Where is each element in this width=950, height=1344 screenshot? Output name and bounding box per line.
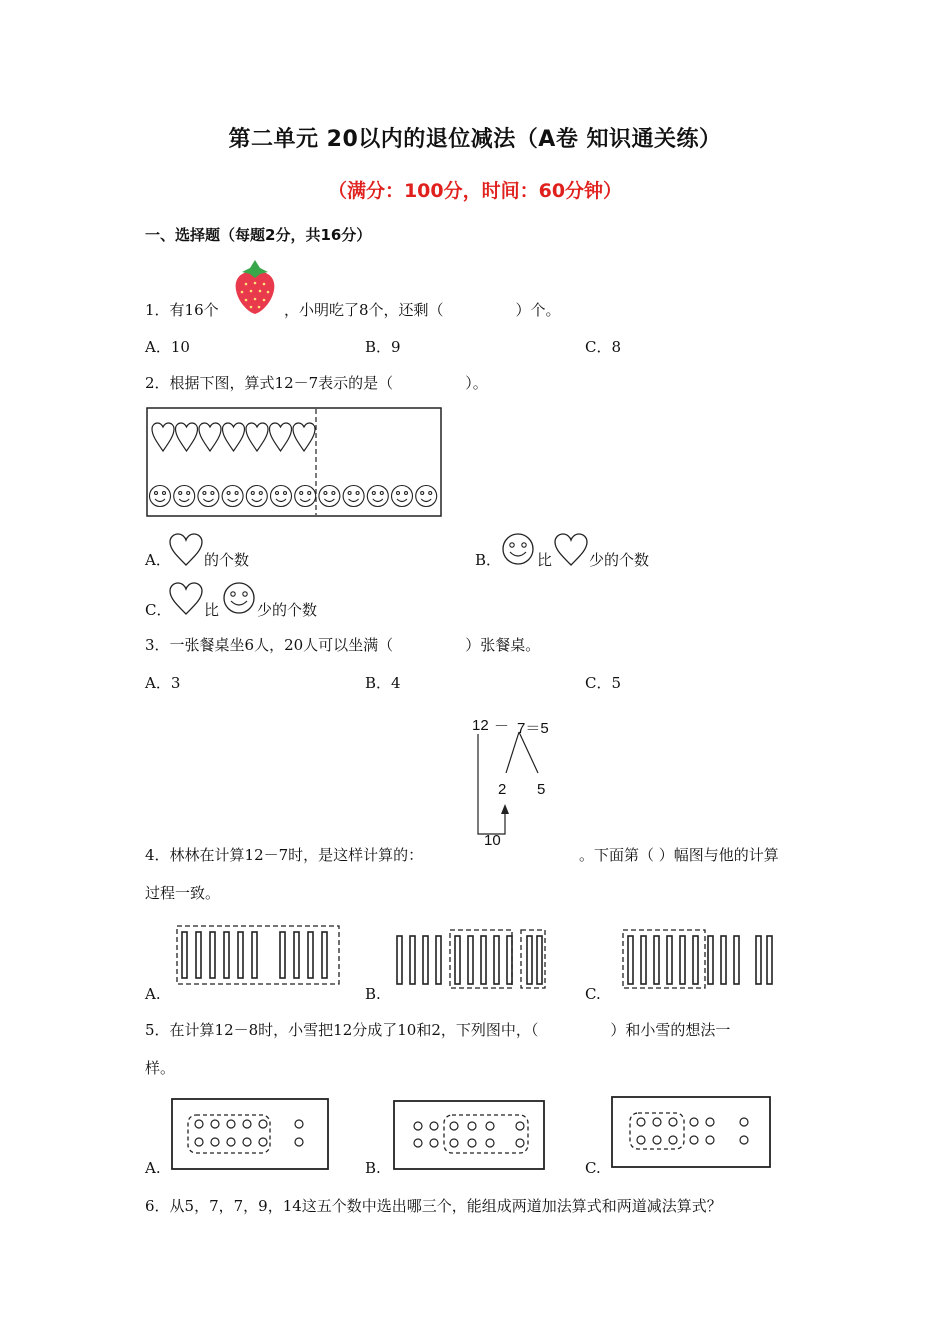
counting-stick	[196, 932, 201, 978]
counting-stick	[308, 932, 313, 978]
q4-figure-a	[170, 920, 370, 992]
q4-eq-right: 7＝5	[517, 720, 549, 737]
counting-stick	[537, 936, 542, 984]
q2-opt-b-mid: 比	[537, 551, 553, 569]
heart-icon	[293, 423, 315, 451]
question-5	[145, 1020, 730, 1040]
counter-dot	[227, 1120, 235, 1128]
q4-figure-b	[388, 920, 568, 992]
counter-dot	[227, 1138, 235, 1146]
counting-stick	[527, 936, 532, 984]
counter-dot	[243, 1138, 251, 1146]
counter-dot	[414, 1139, 422, 1147]
counting-stick	[767, 936, 772, 984]
counting-stick	[641, 936, 646, 984]
smiley-face-icon	[367, 486, 388, 507]
counter-dot	[259, 1120, 267, 1128]
counter-dot	[450, 1139, 458, 1147]
counter-dot	[653, 1118, 661, 1126]
counting-stick	[252, 932, 257, 978]
q4-split-b: 5	[537, 781, 546, 798]
counting-stick	[481, 936, 486, 984]
q2-text: 2．根据下图，算式12－7表示的是（	[145, 374, 394, 392]
counting-stick	[210, 932, 215, 978]
counting-stick	[182, 932, 187, 978]
q2-opt-c-mid: 比	[204, 601, 220, 619]
counter-dot	[430, 1122, 438, 1130]
smiley-face-icon	[271, 486, 292, 507]
q2-opt-c-end: 少的个数	[257, 601, 318, 619]
counter-dot	[295, 1120, 303, 1128]
q1-text-pre: 1．有16个	[145, 301, 219, 319]
smiley-face-icon	[392, 486, 413, 507]
q5-text-line2: 样。	[145, 1059, 176, 1077]
question-3	[145, 635, 540, 655]
counter-dot	[637, 1118, 645, 1126]
counter-dot	[690, 1118, 698, 1126]
counting-stick	[280, 932, 285, 978]
counter-dot	[450, 1122, 458, 1130]
q4-figure-c	[615, 920, 795, 992]
q4-method-diagram	[470, 712, 580, 852]
q4-split-a: 2	[498, 781, 507, 798]
q5-option-c[interactable]: C.	[585, 1159, 601, 1177]
q2-opt-b-end: 少的个数	[589, 551, 650, 569]
counting-stick	[494, 936, 499, 984]
counting-stick	[294, 932, 299, 978]
strawberry-icon	[232, 258, 278, 316]
q2-option-b[interactable]	[475, 550, 501, 570]
counter-dot	[486, 1139, 494, 1147]
q5-option-b[interactable]: B.	[365, 1159, 381, 1177]
q4-text-after: 。下面第（ ）幅图与他的计算	[579, 846, 779, 864]
q2-option-a[interactable]	[145, 550, 171, 570]
q2-opt-b-label: B．	[475, 551, 502, 569]
q5-text-after: ）和小雪的想法一	[610, 1021, 731, 1039]
smiley-face-icon	[222, 486, 243, 507]
counting-stick	[436, 936, 441, 984]
smiley-face-icon	[295, 486, 316, 507]
q1-post: ，小明吃了8个，还剩（	[284, 301, 444, 319]
q3-text: 3．一张餐桌坐6人，20人可以坐满（	[145, 636, 394, 654]
q5-figure-a	[170, 1097, 332, 1173]
q4-option-c[interactable]: C.	[585, 985, 601, 1003]
counting-stick	[693, 936, 698, 984]
counting-stick	[721, 936, 726, 984]
counter-dot	[295, 1138, 303, 1146]
smiley-face-icon	[221, 581, 257, 615]
counting-stick	[680, 936, 685, 984]
q5-text: 5．在计算12－8时，小雪把12分成了10和2，下列图中，（	[145, 1021, 539, 1039]
smiley-face-icon	[319, 486, 340, 507]
counter-dot	[259, 1138, 267, 1146]
question-2	[145, 373, 488, 393]
q4-option-b[interactable]: B.	[365, 985, 381, 1003]
q3-text-end: ）张餐桌。	[465, 636, 541, 654]
counting-stick	[322, 932, 327, 978]
smiley-face-icon	[198, 486, 219, 507]
counter-dot	[486, 1122, 494, 1130]
heart-icon	[270, 423, 292, 451]
counter-dot	[706, 1136, 714, 1144]
counter-dot	[516, 1139, 524, 1147]
heart-icon	[168, 582, 204, 616]
counting-stick	[238, 932, 243, 978]
heart-icon	[223, 423, 245, 451]
q1-option-b[interactable]: B．9	[365, 338, 401, 356]
counter-dot	[690, 1136, 698, 1144]
q5-figure-b	[392, 1097, 554, 1173]
smiley-face-icon	[246, 486, 267, 507]
counting-stick	[507, 936, 512, 984]
smiley-face-icon	[343, 486, 364, 507]
counting-stick	[410, 936, 415, 984]
page-title: 第二单元 20以内的退位减法（A卷 知识通关练）	[228, 127, 722, 152]
counter-dot	[430, 1139, 438, 1147]
counting-stick	[224, 932, 229, 978]
heart-icon	[152, 423, 174, 451]
counting-stick	[468, 936, 473, 984]
counter-dot	[637, 1136, 645, 1144]
counting-stick	[455, 936, 460, 984]
counting-stick	[654, 936, 659, 984]
counter-dot	[211, 1120, 219, 1128]
counter-dot	[414, 1122, 422, 1130]
counter-dot	[740, 1118, 748, 1126]
counter-dot	[516, 1122, 524, 1130]
q5-figure-c	[610, 1095, 774, 1171]
counter-dot	[195, 1138, 203, 1146]
counter-dot	[211, 1138, 219, 1146]
counter-dot	[740, 1136, 748, 1144]
q1-post2: ）个。	[515, 301, 561, 319]
heart-icon	[246, 423, 268, 451]
counter-dot	[653, 1136, 661, 1144]
smiley-face-icon	[500, 532, 536, 566]
heart-icon	[168, 533, 204, 567]
counting-stick	[628, 936, 633, 984]
counting-stick	[397, 936, 402, 984]
q2-opt-a-label: A．	[145, 551, 171, 569]
question-4: 4．林林在计算12－7时，是这样计算的：	[145, 846, 424, 864]
counter-dot	[468, 1139, 476, 1147]
q4-base: 10	[484, 832, 501, 849]
counting-stick	[667, 936, 672, 984]
q3-option-a[interactable]: A．3	[145, 674, 181, 692]
smiley-face-icon	[416, 486, 437, 507]
smiley-face-icon	[174, 486, 195, 507]
q2-text-end: ）。	[465, 374, 488, 392]
smiley-face-icon	[150, 486, 171, 507]
q4-text-line2: 过程一致。	[145, 884, 221, 902]
counter-dot	[195, 1120, 203, 1128]
q2-opt-a-text: 的个数	[204, 551, 250, 569]
q5-option-a[interactable]: A.	[145, 1159, 161, 1177]
q1-option-a[interactable]: A．10	[145, 338, 190, 356]
q1-option-c[interactable]: C．8	[585, 338, 622, 356]
counting-stick	[708, 936, 713, 984]
counting-stick	[734, 936, 739, 984]
q4-eq-left: 12	[472, 717, 489, 734]
question-1	[145, 300, 219, 320]
q4-option-a[interactable]: A.	[145, 985, 161, 1003]
counting-stick	[423, 936, 428, 984]
counter-dot	[468, 1122, 476, 1130]
heart-icon	[553, 533, 589, 567]
q3-option-b[interactable]: B．4	[365, 674, 401, 692]
section-heading: 一、选择题（每题2分，共16分）	[145, 226, 372, 244]
exam-info: （满分：100分，时间：60分钟）	[327, 180, 623, 202]
q1-text-post	[284, 300, 561, 320]
heart-icon	[199, 423, 221, 451]
counter-dot	[669, 1136, 677, 1144]
q2-opt-c-label: C．	[145, 601, 172, 619]
q4-eq-minus: －	[494, 718, 510, 735]
q3-option-c[interactable]: C．5	[585, 674, 622, 692]
counter-dot	[669, 1118, 677, 1126]
hearts-faces-figure	[146, 407, 444, 519]
counting-stick	[756, 936, 761, 984]
heart-icon	[176, 423, 198, 451]
counter-dot	[706, 1118, 714, 1126]
question-6: 6．从5，7，7，9，14这五个数中选出哪三个，能组成两道加法算式和两道减法算式？	[145, 1197, 722, 1215]
counter-dot	[243, 1120, 251, 1128]
